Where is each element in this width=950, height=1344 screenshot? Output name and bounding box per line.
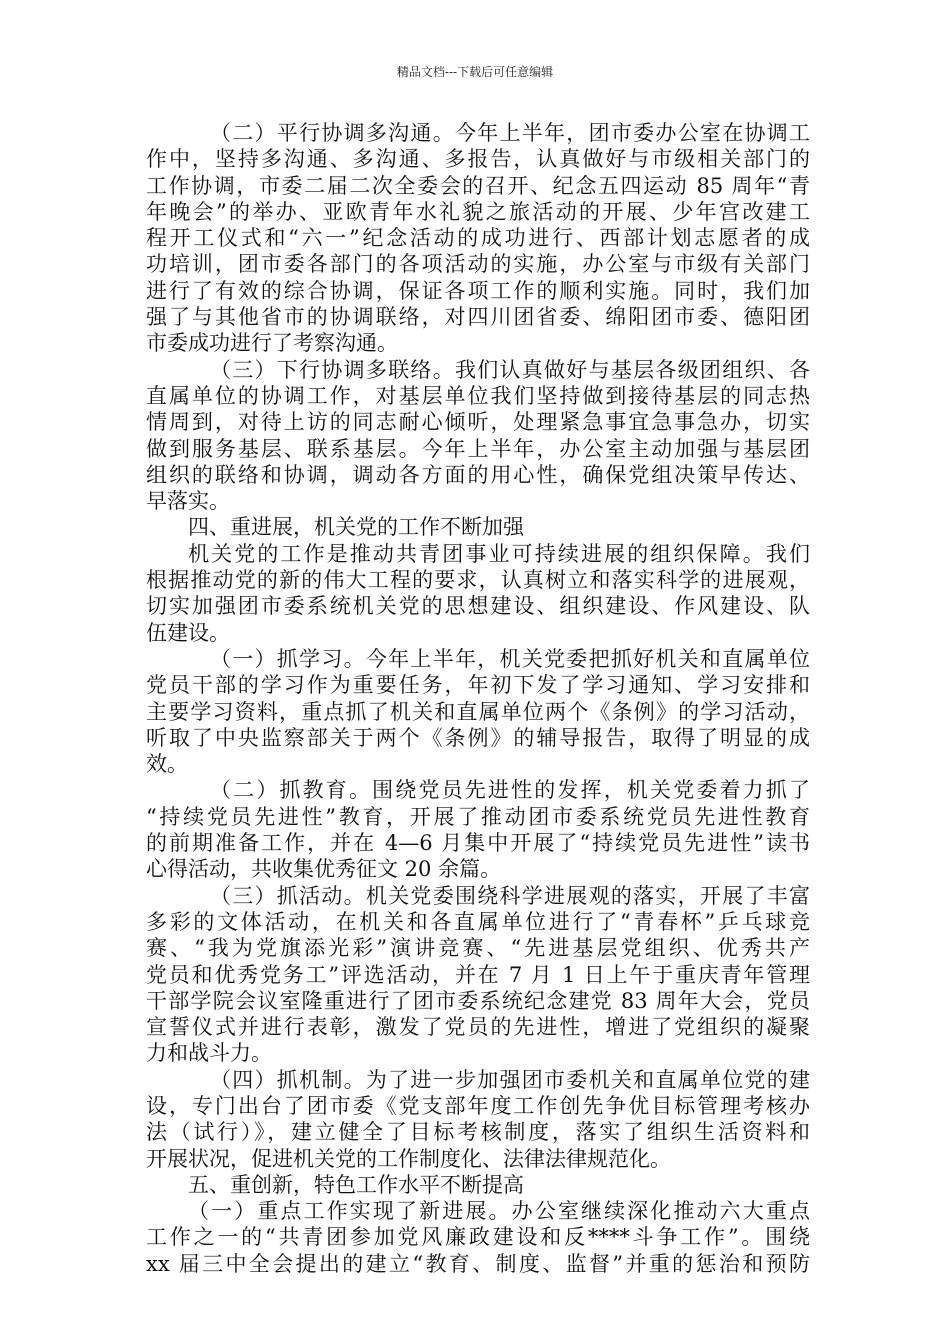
- text-line: 年晚会”的举办、亚欧青年水礼貌之旅活动的开展、少年宫改建工: [146, 199, 810, 224]
- text-line: 的前期准备工作，并在 4—6 月集中开展了“持续党员先进性”读书: [146, 831, 810, 856]
- text-line: 五、重创新，特色工作水平不断提高: [188, 1172, 524, 1197]
- text-line: 伍建设。: [146, 620, 230, 645]
- text-line: 四、重进展，机关党的工作不断加强: [188, 515, 524, 540]
- paragraph: [146, 646, 810, 777]
- paragraph: [146, 1198, 810, 1277]
- text-line: 党员干部的学习作为重要任务，年初下发了学习通知、学习安排和: [146, 673, 810, 698]
- text-line: 法（试行）》，建立健全了目标考核制度，落实了组织生活资料和: [146, 1120, 810, 1145]
- text-line: 工作协调，市委二届二次全委会的召开、纪念五四运动 85 周年“青: [146, 173, 810, 198]
- text-line: xx 届三中全会提出的建立“教育、制度、监督”并重的惩治和预防: [146, 1251, 810, 1276]
- paragraph: [146, 357, 810, 515]
- paragraph: [146, 541, 810, 646]
- document-body: [146, 120, 810, 1277]
- text-line: 听取了中央监察部关于两个《条例》的辅导报告，取得了明显的成: [146, 725, 810, 750]
- text-line: 干部学院会议室隆重进行了团市委系统纪念建党 83 周年大会，党员: [146, 988, 810, 1013]
- text-line: “持续党员先进性”教育，开展了推动团市委系统党员先进性教育: [146, 804, 810, 829]
- text-line: 直属单位的协调工作，对基层单位我们坚持做到接待基层的同志热: [146, 383, 810, 408]
- text-line: 主要学习资料，重点抓了机关和直属单位两个《条例》的学习活动，: [146, 699, 810, 724]
- paragraph: [146, 120, 810, 357]
- text-line: 强了与其他省市的协调联络，对四川团省委、绵阳团市委、德阳团: [146, 305, 810, 330]
- text-line: 宣誓仪式并进行表彰，激发了党员的先进性，增进了党组织的凝聚: [146, 1015, 810, 1040]
- text-line: 程开工仪式和“六一”纪念活动的成功进行、西部计划志愿者的成: [146, 226, 810, 251]
- text-line: （四）抓机制。为了进一步加强团市委机关和直属单位党的建: [210, 1067, 810, 1092]
- text-line: 机关党的工作是推动共青团事业可持续进展的组织保障。我们: [188, 541, 810, 566]
- text-line: 做到服务基层、联系基层。今年上半年，办公室主动加强与基层团: [146, 436, 810, 461]
- paragraph: [146, 514, 810, 540]
- text-line: 多彩的文体活动，在机关和各直属单位进行了“青春杯”乒乓球竞: [146, 909, 810, 934]
- paragraph: [146, 883, 810, 1067]
- paragraph: [146, 1172, 810, 1198]
- text-line: （一）抓学习。今年上半年，机关党委把抓好机关和直属单位: [210, 646, 810, 671]
- text-line: 市委成功进行了考察沟通。: [146, 331, 398, 356]
- text-line: （三）下行协调多联络。我们认真做好与基层各级团组织、各: [210, 357, 810, 382]
- text-line: 赛、“我为党旗添光彩”演讲竞赛、“先进基层党组织、优秀共产: [146, 936, 810, 961]
- text-line: 党员和优秀党务工”评选活动，并在 7 月 1 日上午于重庆青年管理: [146, 962, 810, 987]
- text-line: 力和战斗力。: [146, 1041, 272, 1066]
- text-line: 设，专门出台了团市委《党支部年度工作创先争优目标管理考核办: [146, 1093, 810, 1118]
- text-line: 进行了有效的综合协调，保证各项工作的顺利实施。同时，我们加: [146, 278, 810, 303]
- text-line: 作中，坚持多沟通、多沟通、多报告，认真做好与市级相关部门的: [146, 147, 810, 172]
- text-line: 功培训，团市委各部门的各项活动的实施，办公室与市级有关部门: [146, 252, 810, 277]
- paragraph: [146, 777, 810, 882]
- text-line: 根据推动党的新的伟大工程的要求，认真树立和落实科学的进展观，: [146, 568, 810, 593]
- text-line: 工作之一的“共青团参加党风廉政建设和反****斗争工作”。围绕: [146, 1225, 810, 1250]
- paragraph: [146, 1067, 810, 1172]
- text-line: （一）重点工作实现了新进展。办公室继续深化推动六大重点: [188, 1199, 810, 1224]
- text-line: 心得活动，共收集优秀征文 20 余篇。: [146, 857, 502, 882]
- text-line: （二）平行协调多沟通。今年上半年，团市委办公室在协调工: [210, 121, 810, 145]
- text-line: （三）抓活动。机关党委围绕科学进展观的落实，开展了丰富: [210, 883, 810, 908]
- text-line: 切实加强团市委系统机关党的思想建设、组织建设、作风建设、队: [146, 594, 810, 619]
- text-line: （二）抓教育。围绕党员先进性的发挥，机关党委着力抓了: [210, 778, 810, 803]
- text-line: 早落实。: [146, 489, 230, 514]
- text-line: 组织的联络和协调，调动各方面的用心性，确保党组决策早传达、: [146, 462, 810, 487]
- text-line: 情周到，对待上访的同志耐心倾听，处理紧急事宜急事急办，切实: [146, 410, 810, 435]
- page-header: 精品文档---下载后可任意编辑: [396, 65, 554, 79]
- text-line: 开展状况，促进机关党的工作制度化、法律法律规范化。: [146, 1146, 671, 1171]
- text-line: 效。: [146, 752, 188, 777]
